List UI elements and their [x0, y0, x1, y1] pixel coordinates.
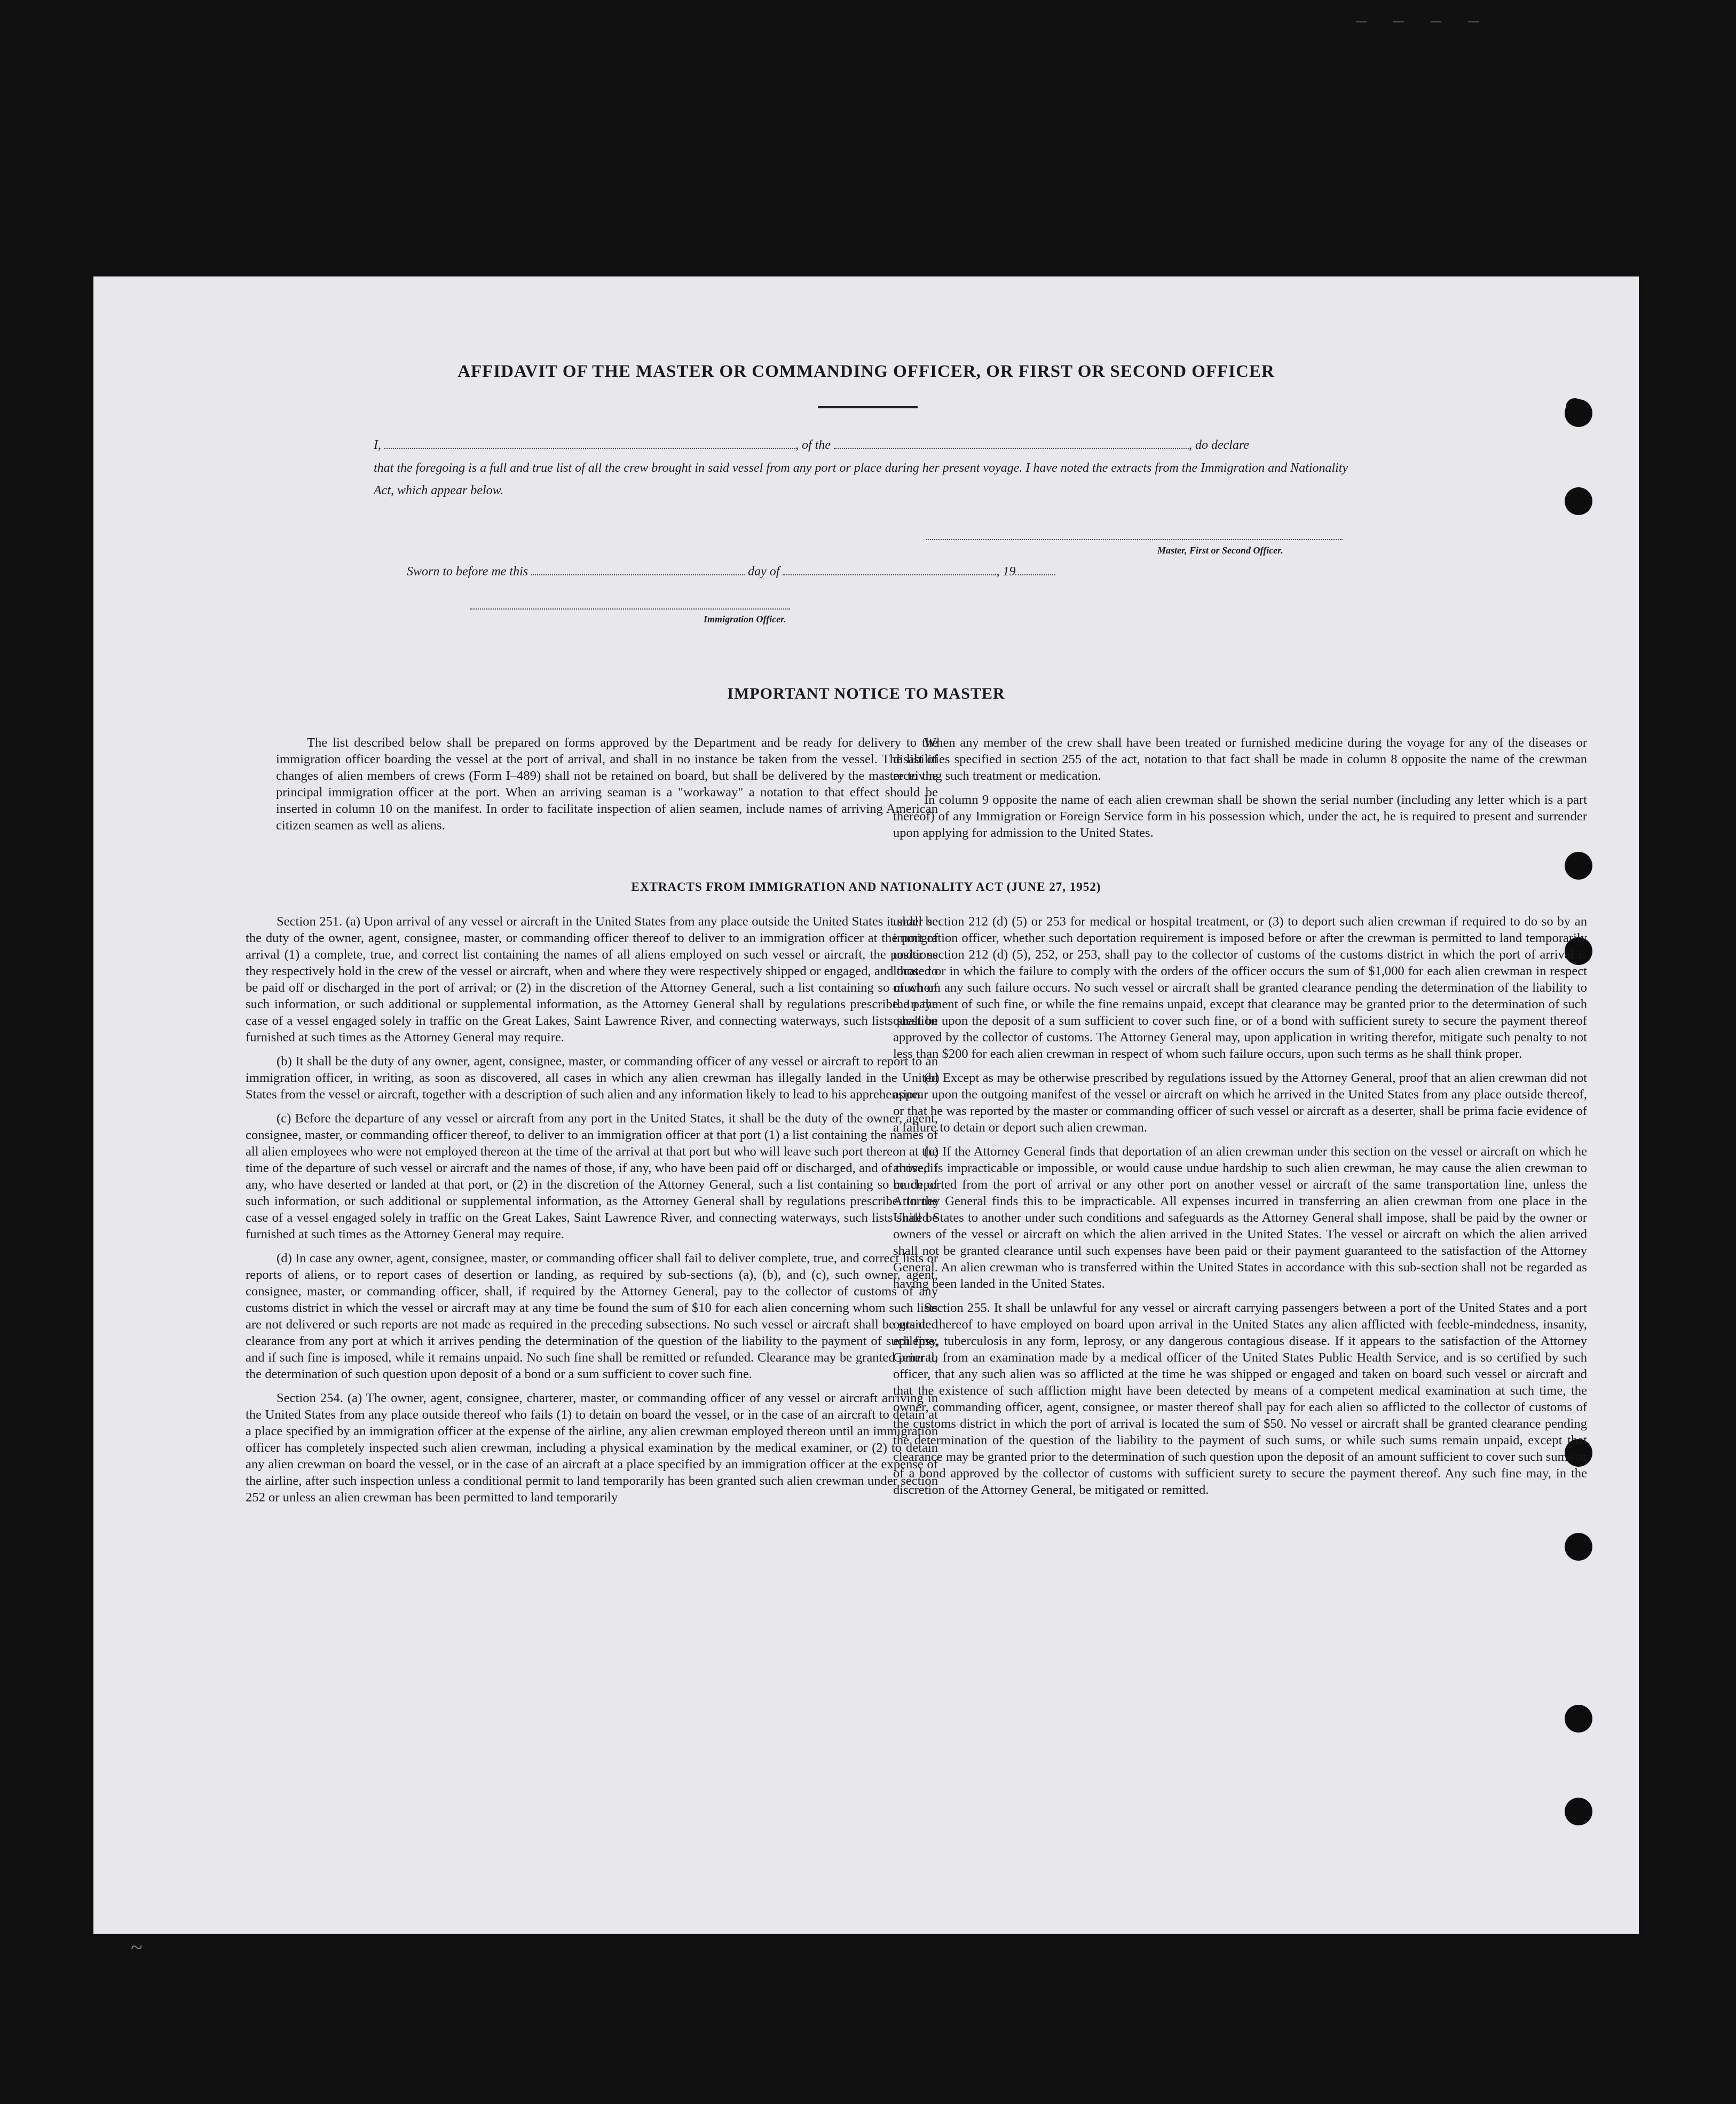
affidavit-title: AFFIDAVIT OF THE MASTER OR COMMANDING OFFICER, OR FIRST OR SECOND OFFICER — [457, 362, 1275, 381]
punch-hole — [1565, 1533, 1592, 1561]
act-paragraph: (b) It shall be the duty of any owner, agent, consignee, master, or commanding officer of any vessel or aircraft to report to an immigration officer, in writing, as soon as discovered, all cases in which any alien crewman has illegally landed in the United States from the vessel or aircraft, together with a description of such alien and any information likely to lead to his apprehension. — [246, 1054, 938, 1102]
of-the-label: , of the — [795, 438, 831, 452]
sworn-label: Sworn to before me this — [407, 565, 528, 579]
declaration-line — [374, 434, 1367, 456]
title-divider — [818, 406, 918, 408]
scan-corner-mark: ~ — [131, 1935, 143, 1959]
sworn-month-field[interactable] — [783, 561, 996, 575]
officer-signature-field[interactable] — [470, 608, 790, 610]
vessel-field[interactable] — [834, 435, 1189, 449]
punch-hole — [1565, 1705, 1592, 1733]
extracts-left-column — [246, 913, 938, 1513]
i-label: I, — [374, 438, 381, 452]
act-paragraph: Section 251. (a) Upon arrival of any vessel or aircraft in the United States from any place outside the United States it shall be the duty of the owner, agent, consignee, master, or commanding officer thereof to deliver to an immigration officer at the port of arrival (1) a complete, true, and correct list containing the names of all aliens employed on such vessel or aircraft, the positions they respectively hold in the crew of the vessel or aircraft, when and where they were respectively shipped or engaged, and those to be paid off or discharged in the port of arrival; or (2) in the discretion of the Attorney General, such a list containing so much of such information, or such additional or supplemental information, as the Attorney General shall by regulations prescribe. In the case of a vessel engaged solely in traffic on the Great Lakes, Saint Lawrence River, and connecting waterways, such lists shall be furnished at such times as the Attorney General may require. — [246, 914, 938, 1045]
act-paragraph: (d) In case any owner, agent, consignee, master, or commanding officer shall fail to deliver complete, true, and correct lists or reports of aliens, or to report cases of desertion or landing, as required by sub-sections (a), (b), and (c), such owner, agent, consignee, master, or commanding officer, shall, if required by the Attorney General, pay to the collector of customs of any customs district in which the vessel or aircraft may at any time be found the sum of $10 for each alien concerning whom such lists are not delivered or such reports are not made as required in the preceding subsections. No such vessel or aircraft shall be granted clearance from any port at which it arrives pending the determination of the question of the liability to the payment of such fine, and if such fine is imposed, while it remains unpaid. No such fine shall be remitted or refunded. Clearance may be granted prior to the determination of such question upon deposit of a bond or a sum sufficient to cover such fine. — [246, 1251, 938, 1381]
punch-hole — [1565, 487, 1592, 515]
punch-hole — [1565, 399, 1592, 427]
name-field[interactable] — [384, 435, 795, 449]
year-label: , 19 — [996, 565, 1016, 579]
notice-title: IMPORTANT NOTICE TO MASTER — [727, 685, 1005, 702]
scan-edge-marks: _ _ _ _ — [1356, 1, 1489, 25]
notice-left-column — [276, 734, 938, 841]
act-paragraph: Section 255. It shall be unlawful for any vessel or aircraft carrying passengers between a port of the United States and a port outside thereof to have employed on board upon arrival in the United States any alien afflicted with feeble-mindedness, insanity, epilepsy, tuberculosis in any form, leprosy, or any dangerous contagious disease. If it appears to the satisfaction of the Attorney General, from an examination made by a medical officer of the United States Public Health Service, and is so certified by such officer, that any such alien was so afflicted at the time he was shipped or engaged and taken on board such vessel or aircraft and that the existence of such affliction might have been detected by means of a competent medical examination at such time, the owner, commanding officer, agent, consignee, or master thereof shall pay for each alien so afflicted to the collector of customs of the customs district in which the port of arrival is located the sum of $50. No vessel or aircraft shall be granted clearance pending the determination of the question of the liability to the payment of such sums, or while such sums remain unpaid, except that clearance may be granted prior to the determination of such question upon the deposit of an amount sufficient to cover such sums or of a bond approved by the collector of customs with sufficient surety to secure the payment thereof. Any such fine may, in the discretion of the Attorney General, be mitigated or remitted. — [893, 1301, 1587, 1497]
sworn-line — [407, 560, 1261, 583]
act-paragraph: Section 254. (a) The owner, agent, consignee, charterer, master, or commanding officer of any vessel or aircraft arriving in the United States from any place outside thereof who fails (1) to detain on board the vessel, or in the case of an aircraft to detain at a place specified by an immigration officer at the expense of the airline, any alien crewman employed thereon until an immigration officer has completely inspected such alien crewman, including a physical examination by the medical examiner, or (2) to detain any alien crewman on board the vessel, or in the case of an aircraft at a place specified by an immigration officer at the expense of the airline, after such inspection unless a conditional permit to land temporarily has been granted such alien crewman under section 252 or unless an alien crewman has been permitted to land temporarily — [246, 1391, 938, 1505]
sworn-day-field[interactable] — [531, 561, 745, 575]
notice-paragraph: The list described below shall be prepared on forms approved by the Department and be ready for delivery to the immigration officer boarding the vessel at the port of arrival, and shall in no instance be taken from the vessel. The list of changes of alien members of crews (Form I–489) shall not be retained on board, but shall be delivered by the master to the principal immigration officer at the port. When an arriving seaman is a "workaway" a notation to that effect should be inserted in column 10 on the manifest. In order to facilitate inspection of alien seamen, include names of arriving American citizen seamen as well as aliens. — [276, 735, 938, 833]
act-paragraph: (c) Before the departure of any vessel or aircraft from any port in the United States, it shall be the duty of the owner, agent, consignee, master, or commanding officer thereof, to deliver to an immigration officer at that port (1) a list containing the names of all alien employees who were not employed thereon at the time of the arrival at that port but who will leave such port thereon at the time of the departure of such vessel or aircraft and the names of those, if any, who have been paid off or discharged, and of those, if any, who have deserted or landed at that port, or (2) in the discretion of the Attorney General, such a list containing so much of such information, or such additional or supplemental information, as the Attorney General shall by regulations prescribe. In the case of a vessel engaged solely in traffic on the Great Lakes, Saint Lawrence River, and connecting waterways, such lists shall be furnished at such times as the Attorney General may require. — [246, 1111, 938, 1241]
document-page — [93, 276, 1639, 1934]
master-signature-caption: Master, First or Second Officer. — [1157, 545, 1283, 556]
extracts-title: EXTRACTS FROM IMMIGRATION AND NATIONALITY ACT (JUNE 27, 1952) — [631, 880, 1101, 893]
declaration-body: that the foregoing is a full and true list of all the crew brought in said vessel from any port or place during her present voyage. I have noted the extracts from the Immigration and Nationality Act, which appear below. — [374, 461, 1348, 497]
notice-right-column — [893, 734, 1587, 849]
extracts-right-column — [893, 913, 1587, 1506]
punch-hole — [1565, 852, 1592, 880]
act-paragraph: (b) Except as may be otherwise prescribed by regulations issued by the Attorney General, proof that an alien crewman did not appear upon the outgoing manifest of the vessel or aircraft on which he arrived in the United States from any place outside thereof, or that he was reported by the master or commanding officer of such vessel or aircraft as a deserter, shall be prima facie evidence of a failure to detain or deport such alien crewman. — [893, 1071, 1587, 1135]
punch-hole — [1565, 1798, 1592, 1825]
master-signature-field[interactable] — [926, 539, 1343, 540]
act-paragraph: under section 212 (d) (5) or 253 for medical or hospital treatment, or (3) to deport such alien crewman if required to do so by an immigration officer, whether such deportation requirement is imposed before or after the crewman is permitted to land temporarily under section 212 (d) (5), 252, or 253, shall pay to the collector of customs of the customs district in which the port of arrival is located or in which the failure to comply with the orders of the officer occurs the sum of $1,000 for each alien crewman in respect of whom any such failure occurs. No such vessel or aircraft shall be granted clearance pending the determination of the liability to the payment of such fine, or while the fine remains unpaid, except that clearance may be granted prior to the determination of such question upon the deposit of a sum sufficient to cover such fine, or of a bond with sufficient surety to secure the payment thereof approved by the collector of customs. The Attorney General may, upon application in writing therefor, mitigate such penalty to not less than $200 for each alien crewman in respect of whom such failure occurs, upon such terms as he shall think proper. — [893, 914, 1587, 1061]
act-paragraph: (c) If the Attorney General finds that deportation of an alien crewman under this section on the vessel or aircraft on which he arrived is impracticable or impossible, or would cause undue hardship to such alien crewman, he may cause the alien crewman to be deported from the port of arrival or any other port on another vessel or aircraft of the same transportation line, unless the Attorney General finds this to be impracticable. All expenses incurred in transferring an alien crewman from one place in the United States to another under such conditions and safeguards as the Attorney General shall impose, shall be paid by the owner or owners of the vessel or aircraft on which the alien arrived in the United States. The vessel or aircraft on which the alien arrived shall not be granted clearance until such expenses have been paid or their payment guaranteed to the satisfaction of the Attorney General. An alien crewman who is transferred within the United States in accordance with this sub-section shall not be regarded as having been landed in the United States. — [893, 1144, 1587, 1291]
sworn-year-field[interactable] — [1015, 561, 1055, 575]
officer-signature-caption: Immigration Officer. — [704, 614, 786, 624]
do-declare-label: , do declare — [1189, 438, 1250, 452]
notice-paragraph: When any member of the crew shall have been treated or furnished medicine during the voyage for any of the diseases or disabilities specified in section 255 of the act, notation to that fact shall be made in column 8 opposite the name of the crewman receiving such treatment or medication. — [893, 735, 1587, 783]
day-of-label: day of — [748, 565, 780, 579]
notice-paragraph: In column 9 opposite the name of each alien crewman shall be shown the serial number (including any letter which is a part thereof) of any Immigration or Foreign Service form in his possession which, under the act, he is required to present and surrender upon applying for admission to the United States. — [893, 793, 1587, 840]
